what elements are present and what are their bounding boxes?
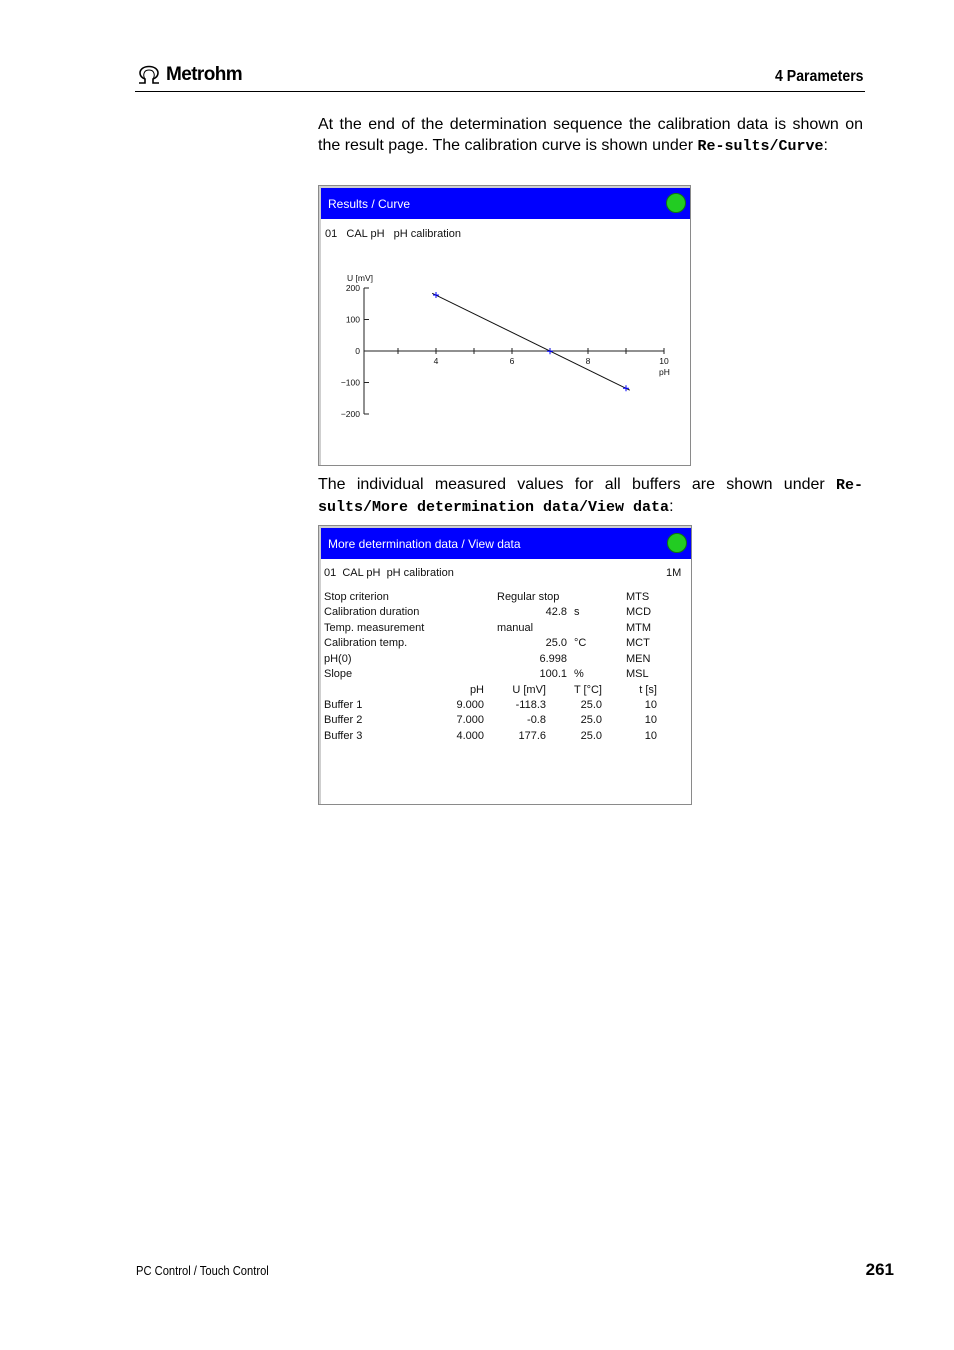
id-code: 1M — [666, 567, 682, 579]
param-code: MSL — [626, 668, 649, 680]
buffer-temp: 25.0 — [580, 714, 602, 727]
buffer-u: 177.6 — [518, 729, 546, 742]
footer-product: PC Control / Touch Control — [136, 1263, 269, 1278]
buffer-ph: 7.000 — [456, 714, 484, 727]
x-axis-label: pH — [659, 367, 670, 377]
param-unit: s — [574, 606, 580, 619]
buffer-ph: 4.000 — [456, 729, 484, 742]
results-curve-screen — [318, 185, 691, 466]
y-tick-label: 200 — [345, 283, 360, 293]
middle-command: Re-sults/More determination data/View data — [318, 477, 863, 516]
determination-subtitle: 01 CAL pH pH calibration — [325, 228, 461, 240]
param-unit: % — [574, 668, 584, 680]
determination-subtitle: 01 CAL pH pH calibration — [324, 567, 454, 579]
buffer-point — [433, 292, 439, 298]
buffer-col-header: t [s] — [639, 684, 657, 696]
y-tick-label: −100 — [340, 377, 360, 388]
y-tick-label: 100 — [345, 314, 360, 325]
intro-colon: : — [823, 137, 828, 154]
y-tick-label: −200 — [340, 409, 360, 419]
buffer-time: 10 — [644, 714, 657, 727]
param-code: MEN — [626, 652, 651, 665]
param-code: MCD — [626, 606, 652, 619]
brand-name: Metrohm — [166, 64, 243, 85]
buffer-col-header: U [mV] — [512, 684, 546, 696]
x-tick-label: 10 — [659, 356, 669, 366]
buffer-u: -118.3 — [515, 699, 546, 711]
buffer-point — [547, 348, 553, 354]
x-tick-label: 8 — [585, 356, 591, 366]
y-tick-label: 0 — [355, 346, 360, 356]
omega-logo-icon — [136, 65, 162, 85]
param-code: MCT — [626, 637, 650, 650]
param-unit: °C — [574, 637, 587, 650]
view-data-screen — [318, 525, 692, 805]
calibration-curve-chart — [319, 186, 690, 465]
x-tick-label: 6 — [509, 356, 515, 366]
intro-paragraph — [318, 114, 863, 157]
buffer-time: 10 — [644, 699, 657, 711]
intro-text: At the end of the determination sequence the calibration data is shown on the result page. The calibration curve is shown under — [318, 116, 863, 154]
param-code: MTM — [626, 621, 652, 634]
buffer-name: Buffer 2 — [324, 714, 363, 727]
param-label: Slope — [324, 668, 353, 680]
buffer-ph: 9.000 — [456, 699, 484, 711]
buffer-name: Buffer 3 — [324, 729, 363, 742]
buffer-temp: 25.0 — [580, 729, 602, 742]
param-value: 100.1 — [539, 668, 567, 680]
screen-title: Results / Curve — [328, 196, 411, 211]
screen-title: More determination data / View data — [328, 536, 521, 551]
param-value: Regular stop — [497, 591, 560, 603]
middle-text: The individual measured values for all buffers are shown under — [318, 476, 836, 493]
header-rule — [135, 91, 865, 92]
param-label: pH(0) — [324, 652, 352, 665]
y-axis-label: U [mV] — [347, 273, 373, 283]
buffer-temp: 25.0 — [580, 699, 602, 711]
param-code: MTS — [626, 591, 650, 603]
buffer-point — [623, 385, 629, 391]
buffer-name: Buffer 1 — [324, 699, 363, 711]
x-tick-label: 4 — [433, 356, 439, 366]
param-label: Calibration duration — [324, 606, 420, 619]
param-label: Calibration temp. — [324, 637, 408, 650]
param-label: Stop criterion — [324, 591, 389, 603]
buffer-col-header: pH — [469, 684, 484, 696]
calibration-line — [432, 293, 630, 390]
buffer-u: -0.8 — [527, 714, 546, 727]
buffer-time: 10 — [644, 729, 657, 742]
param-label: Temp. measurement — [324, 621, 425, 634]
buffer-col-header: T [°C] — [573, 684, 602, 696]
buffer-table — [319, 526, 691, 804]
intro-command: Re-sults/Curve — [697, 138, 824, 155]
page-number: 261 — [865, 1260, 894, 1279]
param-value: 42.8 — [545, 606, 567, 619]
view-data-paragraph — [318, 474, 863, 518]
param-value: manual — [497, 621, 534, 634]
metrohm-logo — [136, 64, 242, 86]
param-value: 6.998 — [539, 652, 567, 665]
param-value: 25.0 — [545, 637, 567, 650]
chapter-title: 4 Parameters — [775, 68, 864, 85]
middle-colon: : — [669, 498, 674, 515]
